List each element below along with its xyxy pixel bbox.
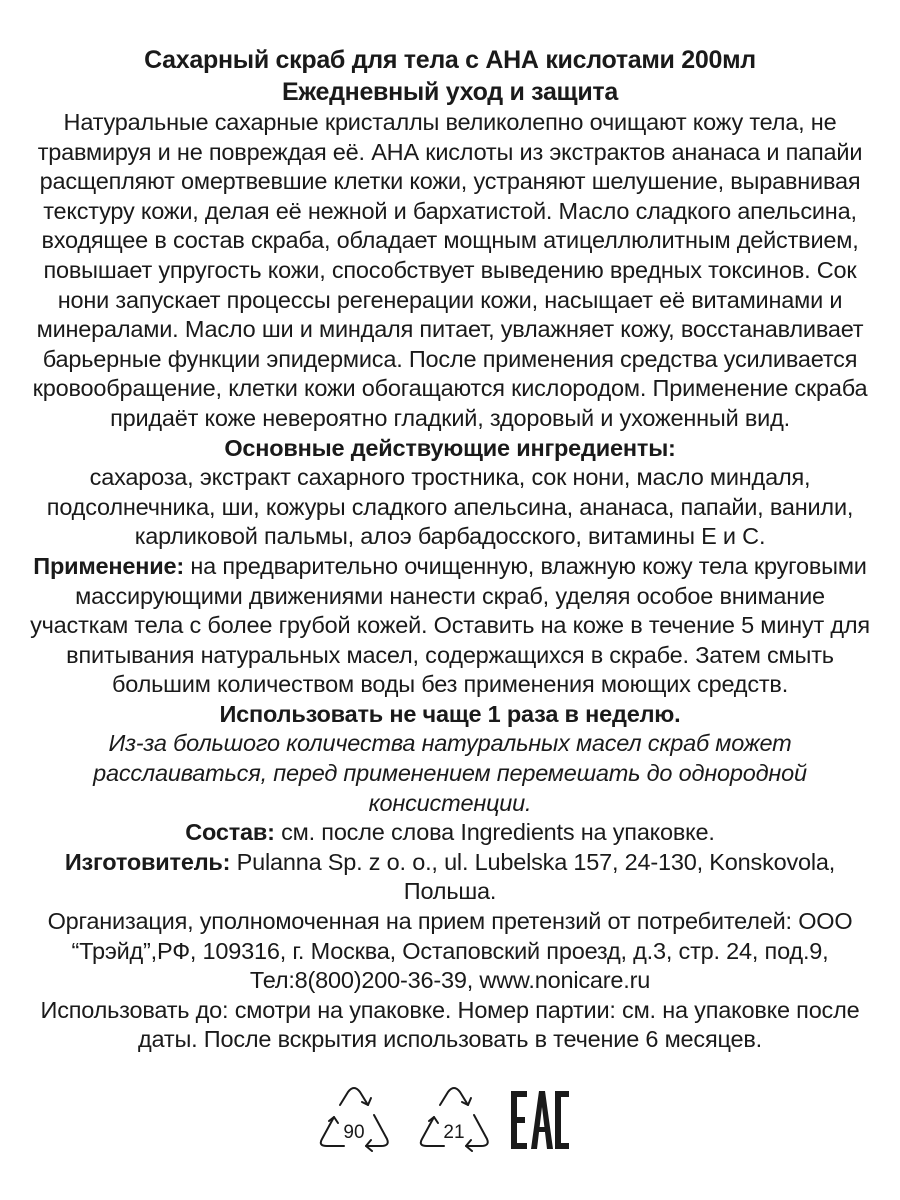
recycling-icon xyxy=(310,1085,398,1155)
usage xyxy=(30,552,870,730)
usage-label: Применение: xyxy=(33,552,185,579)
claims-organization: Организация, уполномоченная на прием претензий от потребителей: ООО “Трэйд”,РФ, 109316, г. Москва, Остаповский проезд, д.3, стр. 24, под.9, Тел:8(800)200-36-39, www.nonicare.ru xyxy=(47,908,853,994)
composition-text: см. после слова Ingredients на упаковке. xyxy=(274,819,715,846)
title-line-1: Сахарный скраб для тела с АНА кислотами 200мл xyxy=(144,46,756,74)
manufacturer-label: Изготовитель: xyxy=(64,848,231,875)
mixing-note: Из-за большого количества натуральных масел скраб может расслаиваться, перед применением перемешать до однородной консистенции. xyxy=(93,730,807,816)
recycling-code: 21 xyxy=(443,1122,465,1143)
description: Натуральные сахарные кристаллы великолепно очищают кожу тела, не травмируя и не повреждая её. АНА кислоты из экстрактов ананаса и папайи расщепляют омертвевшие клетки кожи, устраняют шелушение, выравнивая текстуру кожи, делая её нежной и бархатистой. Масло сладкого апельсина, входящее в состав скраба, обладает мощным атицеллюлитным действием, повышает упругость кожи, способствует выведению вредных токсинов. Сок нони запускает процессы регенерации кожи, насыщает её витаминами и минералами. Масло ши и миндаля питает, увлажняет кожу, восстанавливает барьерные функции эпидермиса. После применения средства усиливается кровообращение, клетки кожи обогащаются кислородом. Применение скраба придаёт коже невероятно гладкий, здоровый и ухоженный вид. xyxy=(32,109,868,431)
eac-mark-icon xyxy=(509,1089,569,1151)
usage-text: на предварительно очищенную, влажную кожу тела круговыми массирующими движениями нанести скраб, уделяя особое внимание участкам тела с более грубой кожей. Оставить на коже в течение 5 минут для впитывания натуральных масел, содержащихся в скрабе. Затем смыть большим количеством воды без применения моющих средств. xyxy=(30,552,870,698)
marking-icons xyxy=(0,1085,900,1165)
ingredients-text: сахароза, экстракт сахарного тростника, сок нони, масло миндаля, подсолнечника, ши, кожуры сладкого апельсина, ананаса, папайи, ванили, карликовой пальмы, алоэ барбадосского, витамины Е и С. xyxy=(46,464,854,550)
product-label xyxy=(30,44,870,1055)
recycling-icon xyxy=(410,1085,498,1155)
manufacturer xyxy=(30,848,870,907)
ingredients-heading: Основные действующие ингредиенты: xyxy=(224,434,676,461)
recycling-code: 90 xyxy=(343,1122,365,1143)
composition-label: Состав: xyxy=(185,819,275,846)
composition xyxy=(30,818,870,848)
usage-limit: Использовать не чаще 1 раза в неделю. xyxy=(219,700,681,727)
manufacturer-text: Pulanna Sp. z o. o., ul. Lubelska 157, 24-130, Konskovola, Польша. xyxy=(230,848,836,905)
expiry-info: Использовать до: смотри на упаковке. Номер партии: см. на упаковке после даты. После вскрытия использовать в течение 6 месяцев. xyxy=(40,996,860,1053)
title-line-2: Ежедневный уход и защита xyxy=(282,78,618,106)
